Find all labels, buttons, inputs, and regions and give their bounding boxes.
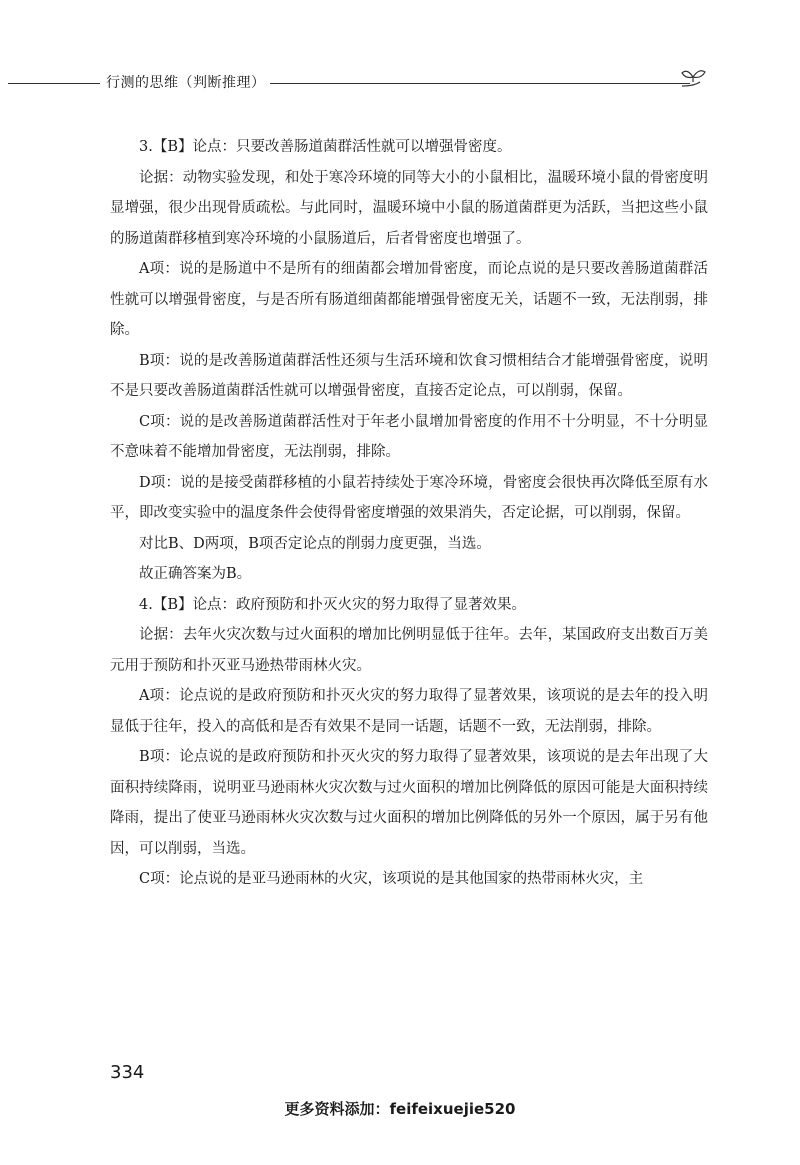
paragraph: 对比B、D两项，B项否定论点的削弱力度更强，当选。 [139, 535, 491, 552]
paragraph: B项：说的是改善肠道菌群活性还须与生活环境和饮食习惯相结合才能增强骨密度，说明不是只要改善肠道菌群活性就可以增强骨密度，直接否定论点，可以削弱，保留。 [110, 352, 708, 399]
paragraph: C项：论点说的是亚马逊雨林的火灾，该项说的是其他国家的热带雨林火灾，主 [139, 871, 644, 887]
header-title: 行测的思维（判断推理） [106, 75, 266, 91]
paragraph: 3.【B】论点：只要改善肠道菌群活性就可以增强骨密度。 [139, 139, 512, 155]
header-rule-left [8, 83, 100, 84]
paragraph: B项：论点说的是政府预防和扑灭火灾的努力取得了显著效果，该项说的是去年出现了大面积持续降雨，说明亚马逊雨林火灾次数与过火面积的增加比例降低的原因可能是大面积持续降雨，提出了使亚马逊雨林火灾次数与过火面积的增加比例降低的另外一个原因，属于另有他因，可以削弱，当选。 [110, 749, 708, 857]
paragraph: 论据：去年火灾次数与过火面积的增加比例明显低于往年。去年，某国政府支出数百万美元用于预防和扑灭亚马逊热带雨林火灾。 [110, 627, 708, 674]
paragraph: 4.【B】论点：政府预防和扑灭火灾的努力取得了显著效果。 [139, 596, 526, 613]
paragraph: D项：说的是接受菌群移植的小鼠若持续处于寒冷环境，骨密度会很快再次降低至原有水平，即改变实验中的温度条件会使得骨密度增强的效果消失，否定论据，可以削弱，保留。 [110, 474, 708, 521]
header-rule-right [270, 83, 690, 84]
footer-note: 更多资料添加：feifeixuejie520 [284, 1100, 516, 1118]
page-body [110, 132, 708, 895]
paragraph: A项：说的是肠道中不是所有的细菌都会增加骨密度，而论点说的是只要改善肠道菌群活性就可以增强骨密度，与是否所有肠道细菌都能增强骨密度无关，话题不一致，无法削弱，排除。 [110, 261, 708, 338]
sprout-icon [678, 64, 708, 94]
page-number: 334 [110, 1062, 145, 1083]
paragraph: C项：说的是改善肠道菌群活性对于年老小鼠增加骨密度的作用不十分明显，不十分明显不意味着不能增加骨密度，无法削弱，排除。 [110, 413, 708, 460]
paragraph: 故正确答案为B。 [139, 566, 252, 582]
running-header [0, 64, 800, 100]
paragraph: A项：论点说的是政府预防和扑灭火灾的努力取得了显著效果，该项说的是去年的投入明显低于往年，投入的高低和是否有效果不是同一话题，话题不一致，无法削弱，排除。 [110, 688, 708, 735]
paragraph: 论据：动物实验发现，和处于寒冷环境的同等大小的小鼠相比，温暖环境小鼠的骨密度明显增强，很少出现骨质疏松。与此同时，温暖环境中小鼠的肠道菌群更为活跃，当把这些小鼠的肠道菌群移植到寒冷环境的小鼠肠道后，后者骨密度也增强了。 [110, 169, 708, 247]
